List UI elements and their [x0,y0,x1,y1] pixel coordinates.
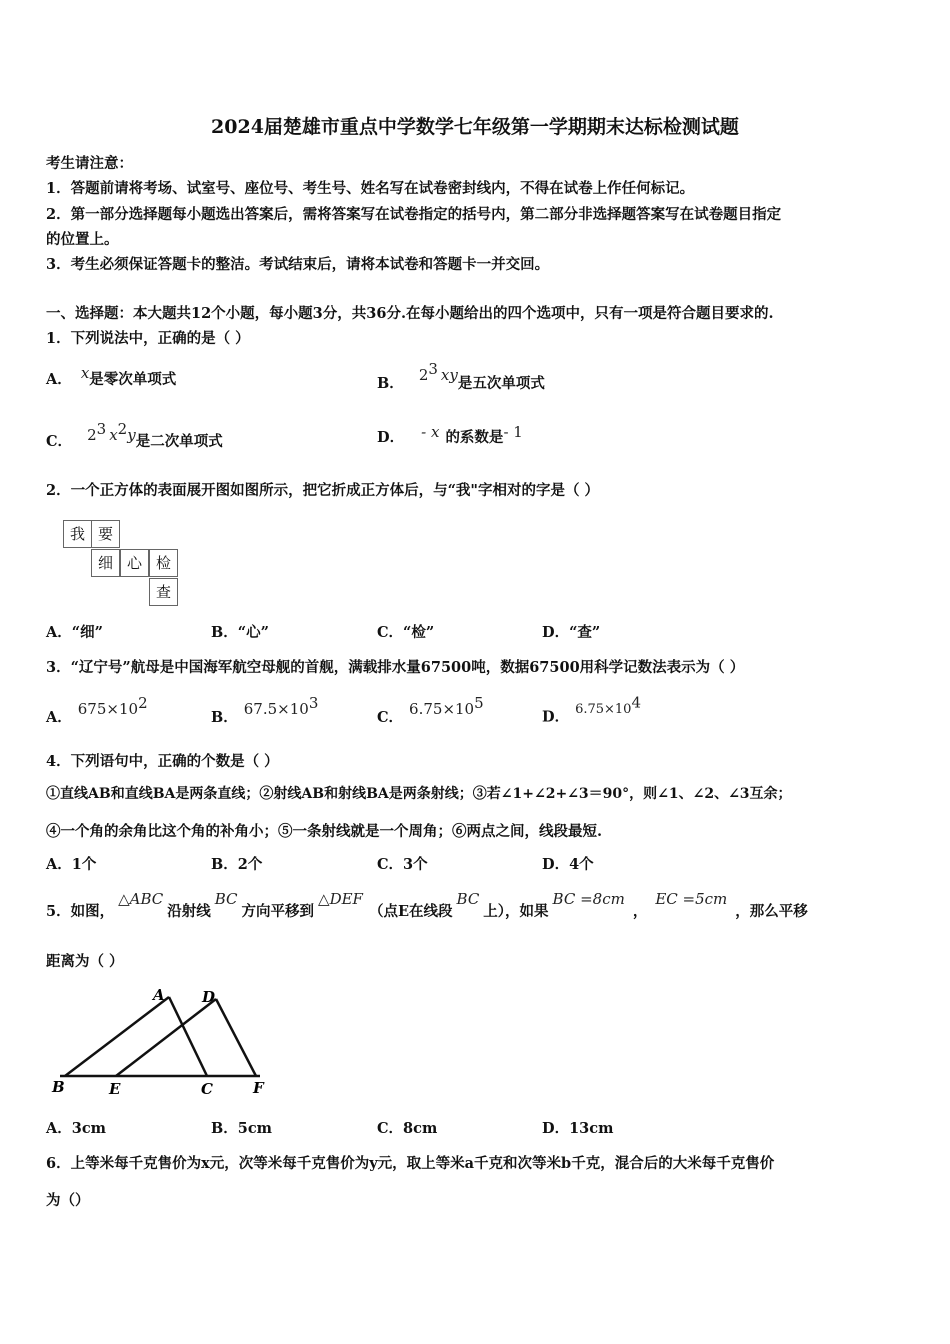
option-label: B． [377,374,404,392]
math-expression: $675\times 10^2$ [77,694,148,718]
q1-option-a [46,364,177,389]
cube-face: 心 [120,549,149,577]
q5-option-d: D．13cm [542,1120,614,1137]
q3-option-d [542,694,642,726]
page-title: 2024届楚雄市重点中学数学七年级第一学期期末达标检测试题 [211,116,739,138]
question-6-stem: 6．上等米每千克售价为x元，次等米每千克售价为y元，取上等米a千克和次等米b千克，混合后的大米每千克售价 [46,1155,775,1172]
option-label: B． [211,708,238,726]
notice-item: 1．答题前请将考场、试室号、座位号、考生号、姓名写在试卷密封线内，不得在试卷上作任何标记。 [46,180,695,197]
math-expression: $6.75\times 10^5$ [409,694,484,718]
q3-option-a [46,694,148,727]
math-expression: - 1 [503,423,523,441]
cube-face: 细 [91,549,120,577]
cube-face: 要 [91,520,120,548]
option-text: 是二次单项式 [135,432,223,450]
math-expression: - x [421,423,440,441]
question-6-stem-continued: 为（） [46,1192,90,1209]
option-text: 是五次单项式 [457,374,545,392]
question-4-stem: 4．下列语句中，正确的个数是（ ） [46,753,279,770]
point-label-f: F [253,1079,264,1097]
q5-option-a: A．3cm [46,1120,107,1137]
notice-item: 的位置上。 [46,231,119,248]
math-expression: $2^3$ xy [418,360,458,384]
option-label: C． [46,432,73,450]
cube-face: 查 [149,578,178,606]
q4-option-d: D．4个 [542,856,594,873]
question-1-stem: 1．下列说法中，正确的是（ ） [46,330,250,347]
segment-df [216,999,256,1076]
point-label-a: A [153,986,165,1004]
q5-option-b: B．5cm [211,1120,273,1137]
notice-item: 3．考生必须保证答题卡的整洁。考试结束后，请将本试卷和答题卡一并交回。 [46,256,550,273]
cube-face: 检 [149,549,178,577]
q3-option-c [377,694,484,727]
math-expression: $6.75\times 10^4$ [575,694,642,718]
option-label: D． [377,429,405,446]
cube-face: 我 [63,520,92,548]
q1-option-d [377,423,523,447]
question-5-stem: 5．如图，△ABC沿射线BC方向平移到△DEF（点E在线段BC上），如果BC =8cm，EC =5cm，那么平移 [46,890,808,920]
section-heading: 一、选择题：本大题共12个小题，每小题3分，共36分.在每小题给出的四个选项中，只有一项是符合题目要求的. [46,305,774,322]
q2-option-a: A．“细” [46,624,103,641]
point-label-d: D [202,988,216,1006]
question-3-stem: 3．“辽宁号”航母是中国海军航空母舰的首舰，满载排水量67500吨，数据67500用科学记数法表示为（ ） [46,659,745,676]
q1-option-c [46,420,223,451]
question-2-stem: 2．一个正方体的表面展开图如图所示，把它折成正方体后，与“我"字相对的字是（ ） [46,482,600,499]
option-label: A． [46,371,72,388]
option-text: 是零次单项式 [89,371,177,388]
point-label-b: B [52,1078,65,1096]
notice-item: 2．第一部分选择题每小题选出答案后，需将答案写在试卷指定的括号内，第二部分非选择题答案写在试卷题目指定 [46,206,782,223]
option-label: C． [377,708,404,726]
question-4-statements: ④一个角的余角比这个角的补角小；⑤一条射线就是一个周角；⑥两点之间，线段最短. [46,823,603,840]
math-expression: x [80,364,90,382]
math-expression: $2^3$ $x^2y$ [87,420,136,444]
q5-option-c: C．8cm [377,1120,438,1137]
q3-option-b [211,694,319,727]
q2-option-c: C．“检” [377,624,435,641]
q2-option-d: D．“查” [542,624,601,641]
question-4-statements: ①直线AB和直线BA是两条直线；②射线AB和射线BA是两条射线；③若∠1+∠2+∠3＝90°，则∠1、∠2、∠3互余； [46,786,792,802]
q4-option-c: C．3个 [377,856,428,873]
q1-option-b [377,360,545,393]
q4-option-a: A．1个 [46,856,97,873]
q2-option-b: B．“心” [211,624,269,641]
math-expression: $67.5\times 10^3$ [243,694,319,718]
option-label: D． [542,708,570,726]
question-5-stem-continued: 距离为（ ） [46,953,124,970]
option-text: 的系数是 [445,429,504,446]
q4-option-b: B．2个 [211,856,263,873]
point-label-c: C [201,1080,213,1098]
notice-heading: 考生请注意： [46,155,133,172]
translation-triangle-figure [46,980,286,1100]
point-label-e: E [109,1080,121,1098]
option-label: A． [46,708,72,726]
segment-ba [65,997,169,1076]
